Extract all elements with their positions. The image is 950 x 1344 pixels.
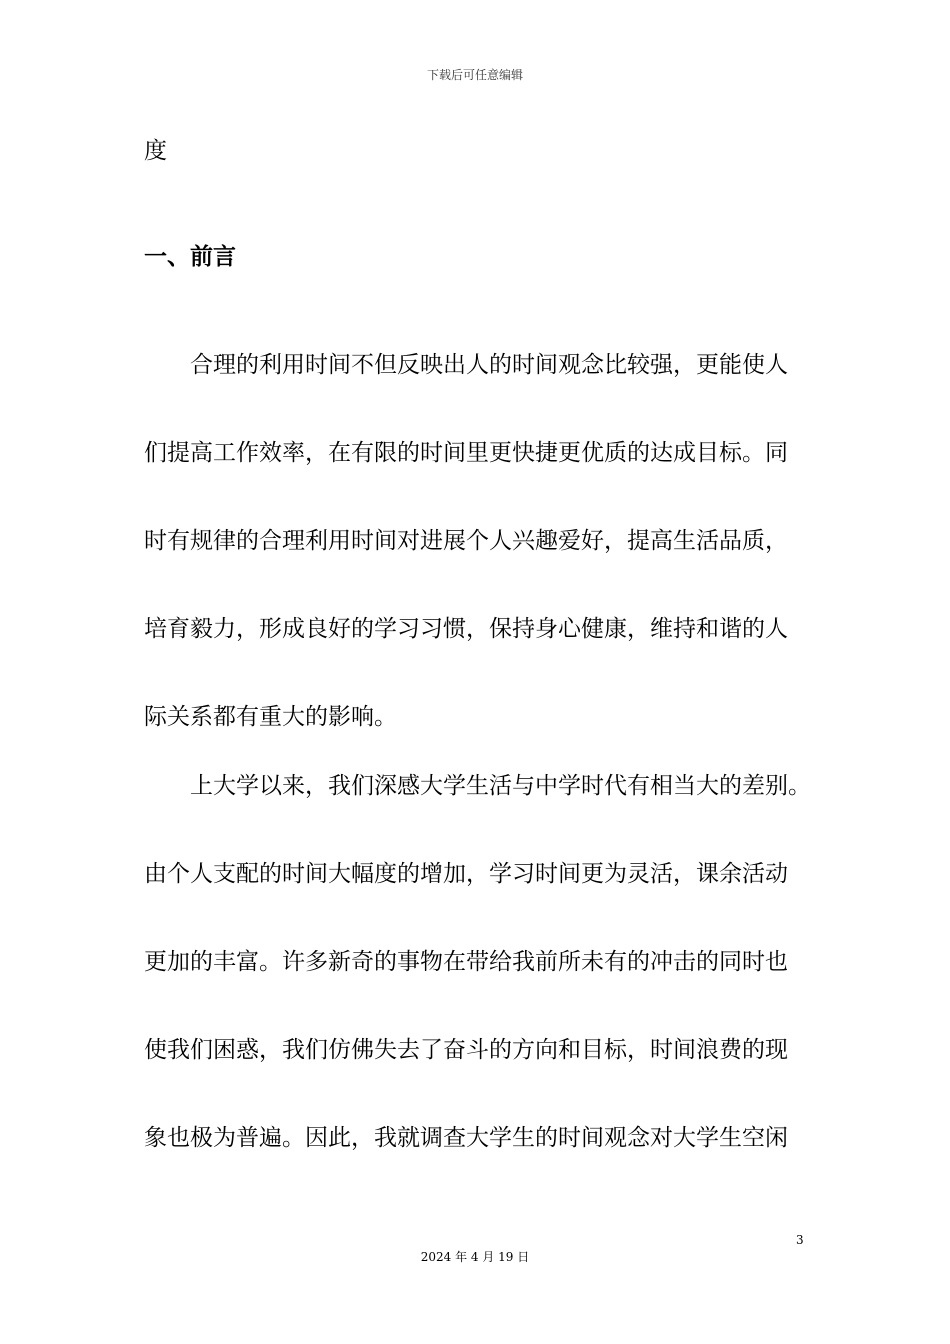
paragraph-line: 培育毅力，形成良好的学习习惯，保持身心健康，维持和谐的人: [144, 616, 788, 642]
carry-over-text: 度: [144, 138, 167, 164]
paragraph-line: 际关系都有重大的影响。: [144, 704, 397, 730]
paragraph-line: 由个人支配的时间大幅度的增加，学习时间更为灵活，课余活动: [144, 861, 788, 887]
paragraph-background: [144, 742, 824, 1182]
paragraph-intro: [144, 321, 824, 761]
paragraph-line: 更加的丰富。许多新奇的事物在带给我前所未有的冲击的同时也: [144, 949, 788, 975]
paragraph-line: 时有规律的合理利用时间对进展个人兴趣爱好，提高生活品质，: [144, 528, 788, 554]
section-heading: 一、前言: [144, 244, 236, 270]
page-number: 3: [796, 1233, 804, 1247]
paragraph-line: 象也极为普遍。因此，我就调查大学生的时间观念对大学生空闲: [144, 1125, 788, 1151]
paragraph-line: 们提高工作效率，在有限的时间里更快捷更优质的达成目标。同: [144, 440, 788, 466]
header-note: 下载后可任意编辑: [426, 68, 523, 82]
paragraph-line: 上大学以来，我们深感大学生活与中学时代有相当大的差别。: [190, 773, 811, 799]
footer-date: 2024 年 4 月 19 日: [420, 1250, 530, 1264]
paragraph-line: 使我们困惑，我们仿佛失去了奋斗的方向和目标，时间浪费的现: [144, 1037, 788, 1063]
paragraph-line: 合理的利用时间不但反映出人的时间观念比较强，更能使人: [190, 352, 788, 378]
